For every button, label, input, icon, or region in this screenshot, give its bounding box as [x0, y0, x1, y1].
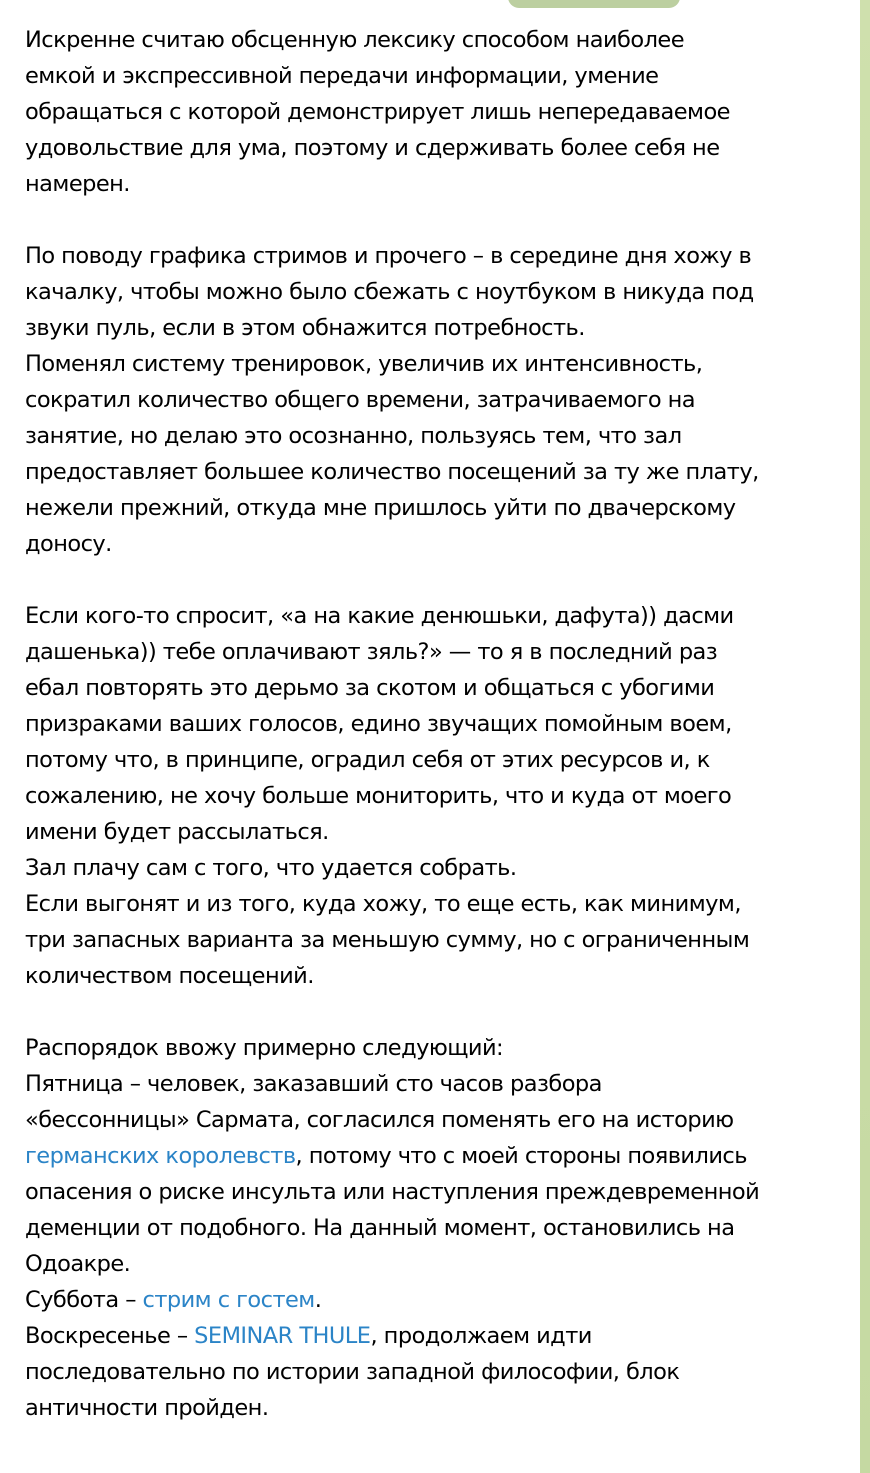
text-line: качалку, чтобы можно было сбежать с ноутбуком в никуда под — [25, 279, 754, 305]
friday-line-with-link — [25, 1138, 838, 1174]
paragraph-gap — [25, 562, 838, 598]
text-line: емкой и экспрессивной передачи информации, умение — [25, 63, 659, 89]
sunday-prefix: Воскресенье – — [25, 1323, 195, 1349]
text-line: Поменял систему тренировок, увеличив их интенсивность, — [25, 351, 703, 377]
text-line: Если выгонят и из того, куда хожу, то еще есть, как минимум, — [25, 891, 741, 917]
text-line: намерен. — [25, 171, 130, 197]
schedule-intro: Распорядок ввожу примерно следующий: — [25, 1035, 504, 1061]
text-line: предоставляет большее количество посещений за ту же плату, — [25, 459, 759, 485]
sunday-suffix: , продолжаем идти — [370, 1323, 592, 1349]
text-line: сожалению, не хочу больше мониторить, что и куда от моего — [25, 783, 732, 809]
text-line: призраками ваших голосов, едино звучащих помойным воем, — [25, 711, 732, 737]
text-line: занятие, но делаю это осознанно, пользуясь тем, что зал — [25, 423, 682, 449]
text-line: количеством посещений. — [25, 963, 314, 989]
text-line: имени будет рассылаться. — [25, 819, 329, 845]
sunday-line — [25, 1318, 838, 1354]
text-line: нежели прежний, откуда мне пришлось уйти по двачерскому — [25, 495, 736, 521]
text-line: удовольствие для ума, поэтому и сдерживать более себя не — [25, 135, 720, 161]
text-line: дашенька)) тебе оплачивают зяль?» — то я в последний раз — [25, 639, 718, 665]
paragraph-gap — [25, 994, 838, 1030]
paragraph-gap — [25, 202, 838, 238]
sunday-line: античности пройден. — [25, 1395, 269, 1421]
text-line: сократил количество общего времени, затрачиваемого на — [25, 387, 696, 413]
text-line: Искренне считаю обсценную лексику способом наиболее — [25, 27, 685, 53]
seminar-thule-link[interactable]: SEMINAR THULE — [194, 1323, 371, 1349]
previous-message-pill — [508, 0, 680, 8]
text-line: три запасных варианта за меньшую сумму, но с ограниченным — [25, 927, 750, 953]
saturday-suffix: . — [314, 1287, 322, 1313]
sunday-line: последовательно по истории западной философии, блок — [25, 1359, 680, 1385]
friday-line: «бессонницы» Сармата, согласился поменять его на историю — [25, 1107, 734, 1133]
text-line: доносу. — [25, 531, 112, 557]
guest-stream-link[interactable]: стрим с гостем — [142, 1287, 315, 1313]
germanic-kingdoms-link[interactable]: германских королевств — [25, 1143, 296, 1169]
text-line: Если кого-то спросит, «а на какие денюшьки, дафута)) дасми — [25, 603, 734, 629]
text-line: ебал повторять это дерьмо за скотом и общаться с убогими — [25, 675, 715, 701]
saturday-prefix: Суббота – — [25, 1287, 143, 1313]
saturday-line — [25, 1282, 838, 1318]
friday-line-text: , потому что с моей стороны появились — [295, 1143, 747, 1169]
text-line: Зал плачу сам с того, что удается собрать. — [25, 855, 517, 881]
friday-line: деменции от подобного. На данный момент, остановились на — [25, 1215, 735, 1241]
text-line: обращаться с которой демонстрирует лишь непередаваемое — [25, 99, 730, 125]
friday-line: Пятница – человек, заказавший сто часов разбора — [25, 1071, 602, 1097]
friday-line: Одоакре. — [25, 1251, 131, 1277]
text-line: потому что, в принципе, оградил себя от этих ресурсов и, к — [25, 747, 710, 773]
text-line: звуки пуль, если в этом обнажится потребность. — [25, 315, 585, 341]
text-line: По поводу графика стримов и прочего – в середине дня хожу в — [25, 243, 752, 269]
friday-line: опасения о риске инсульта или наступления преждевременной — [25, 1179, 760, 1205]
message-text — [25, 22, 838, 1426]
